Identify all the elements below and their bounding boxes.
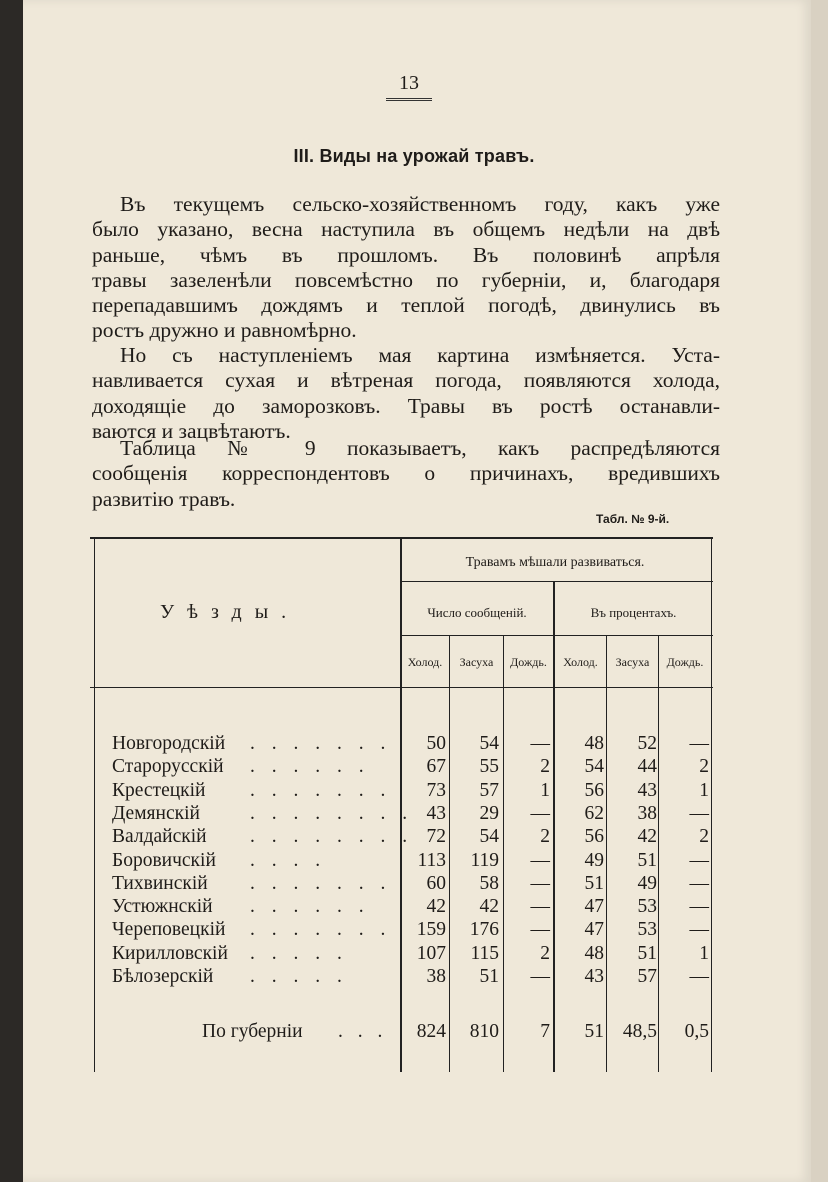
- text-line: было указано, весна наступила въ общемъ недѣли на двѣ: [92, 217, 720, 242]
- col-header: Засуха: [459, 655, 494, 669]
- cell-value: 48: [584, 942, 604, 964]
- group-rule: [402, 581, 713, 582]
- cell-value: 159: [416, 919, 446, 941]
- text-line: Таблица № 9 показываетъ, какъ распредѣляются: [120, 436, 720, 460]
- uezd-name: Новгородскій: [112, 733, 226, 754]
- group-header: Травамъ мѣшали развиваться.: [465, 555, 645, 570]
- leader-dots: . . . . .: [250, 966, 348, 987]
- text-line: Въ текущемъ сельско-хозяйственномъ году, какъ уже: [120, 192, 720, 216]
- cell-value: 43: [637, 779, 657, 801]
- cell-value: 51: [637, 942, 657, 964]
- cell-value: 51: [479, 966, 499, 987]
- cell-value: 48: [584, 733, 604, 754]
- col-header: Холод.: [563, 655, 598, 669]
- table-row: [90, 873, 713, 897]
- cell-value: —: [689, 733, 709, 754]
- cell-value: 2: [699, 826, 709, 848]
- cell-value: 119: [470, 849, 499, 871]
- cell-value: 62: [584, 802, 604, 824]
- cell-value: 73: [426, 779, 446, 801]
- cell-value: 60: [426, 872, 446, 894]
- uezd-name: Боровичскій: [112, 849, 216, 871]
- cell-value: 1: [699, 942, 709, 964]
- text-line: развитію травъ.: [92, 486, 236, 511]
- section-heading: III. Виды на урожай травъ.: [293, 146, 535, 166]
- text-line: доходящіе до заморозковъ. Травы въ ростѣ останавли-: [92, 393, 720, 418]
- cell-value: 67: [426, 756, 446, 778]
- cell-value: 38: [637, 802, 657, 824]
- cell-value: 43: [584, 966, 604, 987]
- total-value: 810: [469, 1021, 499, 1042]
- subgroup-count: Число сообщеній.: [427, 605, 527, 620]
- total-value: 51: [584, 1021, 604, 1042]
- cell-value: 107: [416, 942, 446, 964]
- text-line: ростъ дружно и равномѣрно.: [92, 318, 357, 343]
- cell-value: 72: [426, 826, 446, 848]
- leader-dots: . . . . .: [250, 942, 348, 964]
- text-line: травы зазеленѣли повсемѣстно по губерніи, и, благодаря: [92, 267, 720, 292]
- cell-value: 1: [699, 779, 709, 801]
- cell-value: 50: [426, 733, 446, 754]
- cell-value: —: [530, 733, 550, 754]
- col-header: Холод.: [407, 655, 443, 669]
- table-label: Табл. № 9-й.: [596, 512, 670, 526]
- cell-value: 57: [479, 779, 499, 801]
- cell-value: 29: [479, 802, 499, 824]
- table-row: [90, 943, 713, 967]
- text-line: перепадавшимъ дождямъ и теплой погодѣ, двинулись въ: [92, 293, 720, 318]
- leader-dots: . . . . . . .: [250, 779, 392, 801]
- total-value: 824: [416, 1021, 446, 1042]
- leader-dots: . . . . . .: [250, 756, 370, 778]
- uezd-name: Устюжнскій: [112, 896, 213, 918]
- uezd-name: Тихвинскій: [112, 872, 208, 894]
- uezd-name: Кирилловскій: [112, 942, 228, 964]
- cell-value: 42: [637, 826, 657, 848]
- cell-value: —: [689, 872, 709, 894]
- cell-value: —: [530, 966, 550, 987]
- cell-value: 113: [417, 849, 446, 871]
- table-row: [90, 966, 713, 990]
- cell-value: 38: [426, 966, 446, 987]
- leader-dots: . . . .: [250, 849, 327, 871]
- total-label: По губерніи: [202, 1021, 303, 1042]
- cell-value: 44: [637, 756, 657, 778]
- cell-value: 49: [584, 849, 604, 871]
- cell-value: 55: [479, 756, 499, 778]
- table-row: [90, 756, 713, 780]
- cell-value: 51: [584, 872, 604, 894]
- cell-value: 54: [479, 733, 499, 754]
- table-row: [90, 826, 713, 850]
- cell-value: 54: [584, 756, 604, 778]
- subgroup-percent: Въ процентахъ.: [590, 605, 677, 620]
- text-line: сообщенія корреспондентовъ о причинахъ, вредившихъ: [92, 461, 720, 486]
- data-table: [90, 537, 713, 1072]
- cell-value: 49: [637, 872, 657, 894]
- total-dots: . . .: [338, 1021, 388, 1042]
- leader-dots: . . . . . . .: [250, 733, 392, 754]
- cell-value: 42: [479, 896, 499, 918]
- leader-dots: . . . . . . .: [250, 872, 392, 894]
- cell-value: 54: [479, 826, 499, 848]
- paragraph-3: [92, 436, 720, 512]
- cell-value: 47: [584, 919, 604, 941]
- cell-value: 1: [540, 779, 550, 801]
- text-line: Но съ наступленіемъ мая картина измѣняется. Уста-: [120, 343, 720, 367]
- cell-value: 2: [540, 942, 550, 964]
- cell-value: 57: [637, 966, 657, 987]
- uezd-name: Валдайскій: [112, 826, 207, 848]
- cell-value: —: [689, 802, 709, 824]
- leader-dots: . . . . . . . .: [250, 826, 414, 848]
- uezd-name: Демянскій: [112, 802, 200, 824]
- total-value: 7: [540, 1021, 550, 1042]
- cell-value: 42: [426, 896, 446, 918]
- cell-value: —: [689, 896, 709, 918]
- text-line: навливается сухая и вѣтреная погода, появляются холода,: [92, 368, 720, 393]
- cell-value: —: [530, 896, 550, 918]
- cell-value: 53: [637, 919, 657, 941]
- uezd-name: Череповецкій: [112, 919, 226, 941]
- text-line: ваются и зацвѣтаютъ.: [92, 418, 291, 443]
- paragraph-2: [92, 343, 720, 444]
- cell-value: 43: [426, 802, 446, 824]
- cell-value: —: [530, 849, 550, 871]
- cell-value: —: [530, 919, 550, 941]
- cell-value: 56: [584, 826, 604, 848]
- paragraph-1: [92, 192, 720, 344]
- uezd-name: Старорусскій: [112, 756, 224, 778]
- uezd-name: Бѣлозерскій: [112, 966, 214, 987]
- cell-value: —: [689, 966, 709, 987]
- cell-value: 51: [637, 849, 657, 871]
- cell-value: 2: [699, 756, 709, 778]
- text-line: раньше, чѣмъ въ прошломъ. Въ половинѣ апрѣля: [92, 242, 720, 267]
- col-header: Дождь.: [510, 655, 547, 669]
- cell-value: 2: [540, 826, 550, 848]
- cell-value: 52: [637, 733, 657, 754]
- table-row: [90, 780, 713, 804]
- table-row: [90, 850, 713, 874]
- next-page-edge: [811, 0, 828, 1182]
- cell-value: —: [689, 919, 709, 941]
- cell-value: 58: [479, 872, 499, 894]
- cell-value: —: [689, 849, 709, 871]
- leader-dots: . . . . . .: [250, 896, 370, 918]
- leader-dots: . . . . . . .: [250, 919, 392, 941]
- total-value: 48,5: [622, 1021, 657, 1042]
- cell-value: 2: [540, 756, 550, 778]
- cell-value: 53: [637, 896, 657, 918]
- cell-value: 176: [469, 919, 499, 941]
- cell-value: 115: [470, 942, 499, 964]
- cell-value: 56: [584, 779, 604, 801]
- table-row: [90, 733, 713, 757]
- cell-value: 47: [584, 896, 604, 918]
- col-header-uezdy: Уѣзды.: [160, 601, 300, 623]
- leader-dots: . . . . . . . .: [250, 802, 414, 824]
- cell-value: —: [530, 802, 550, 824]
- col-header: Засуха: [615, 655, 650, 669]
- total-value: 0,5: [684, 1021, 709, 1042]
- table-row: [90, 803, 713, 827]
- cell-value: —: [530, 872, 550, 894]
- col-header: Дождь.: [666, 655, 704, 669]
- page-number-rule: [386, 98, 432, 101]
- table-row: [90, 919, 713, 943]
- page-number: 13: [399, 72, 419, 94]
- table-row: [90, 896, 713, 920]
- uezd-name: Крестецкій: [112, 779, 206, 801]
